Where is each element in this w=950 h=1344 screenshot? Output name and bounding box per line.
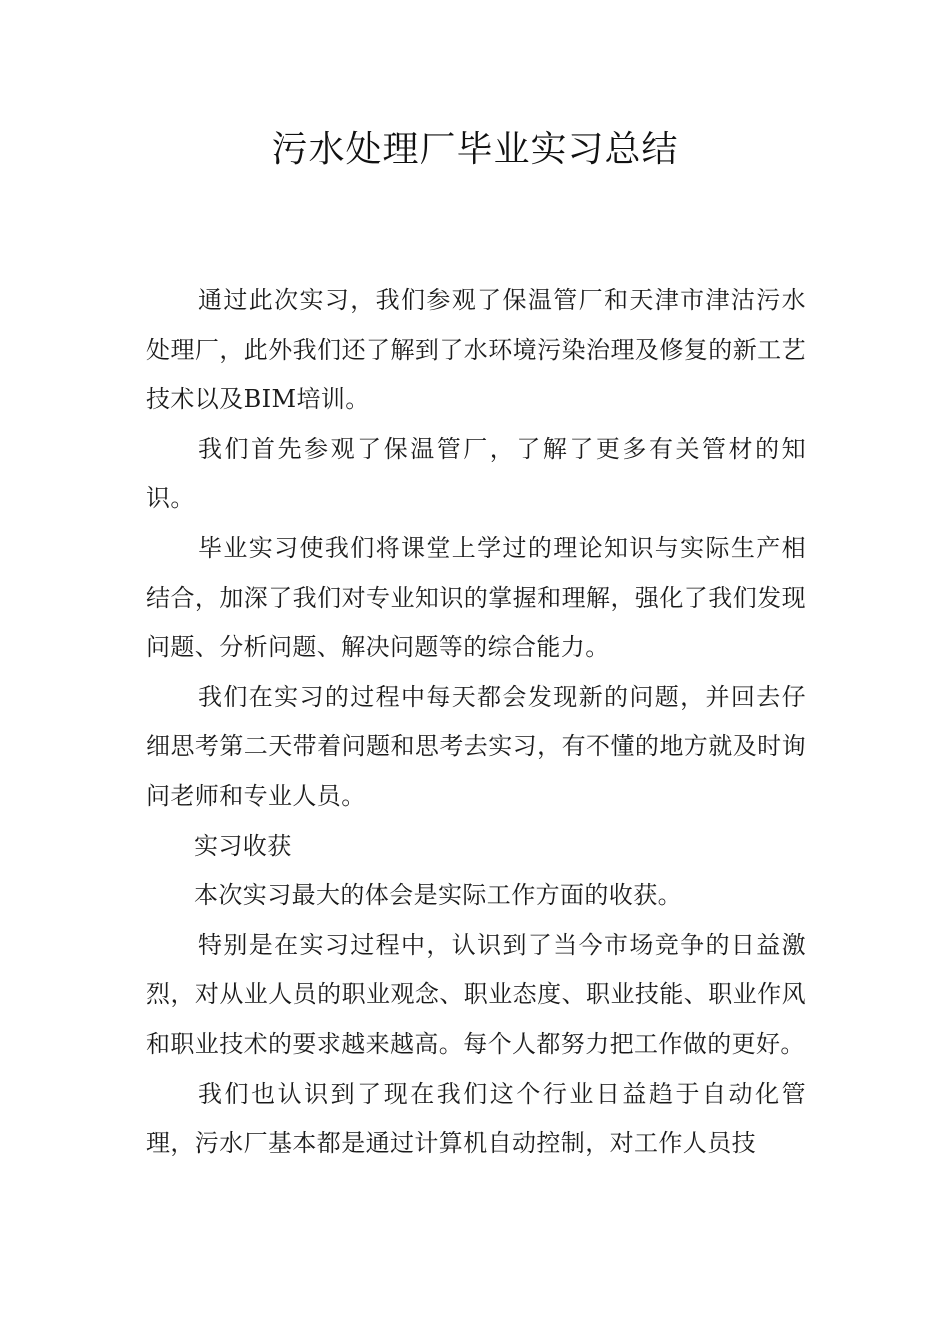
document-body	[146, 276, 806, 1169]
paragraph: 特别是在实习过程中，认识到了当今市场竞争的日益激烈，对从业人员的职业观念、职业态度、职业技能、职业作风和职业技术的要求越来越高。每个人都努力把工作做的更好。	[146, 930, 806, 1058]
document-title: 污水处理厂毕业实习总结	[271, 129, 679, 170]
paragraph: 我们首先参观了保温管厂，了解了更多有关管材的知识。	[146, 434, 806, 513]
section-heading: 实习收获	[194, 831, 292, 860]
paragraph: 我们也认识到了现在我们这个行业日益趋于自动化管理，污水厂基本都是通过计算机自动控制，对工作人员技	[146, 1079, 806, 1158]
paragraph: 毕业实习使我们将课堂上学过的理论知识与实际生产相结合，加深了我们对专业知识的掌握和理解，强化了我们发现问题、分析问题、解决问题等的综合能力。	[146, 533, 806, 662]
paragraph: 本次实习最大的体会是实际工作方面的收获。	[194, 881, 682, 910]
paragraph: 通过此次实习，我们参观了保温管厂和天津市津沽污水处理厂，此外我们还了解到了水环境污染治理及修复的新工艺技术以及BIM培训。	[146, 286, 806, 414]
paragraph: 我们在实习的过程中每天都会发现新的问题，并回去仔细思考第二天带着问题和思考去实习，有不懂的地方就及时询问老师和专业人员。	[146, 682, 806, 810]
